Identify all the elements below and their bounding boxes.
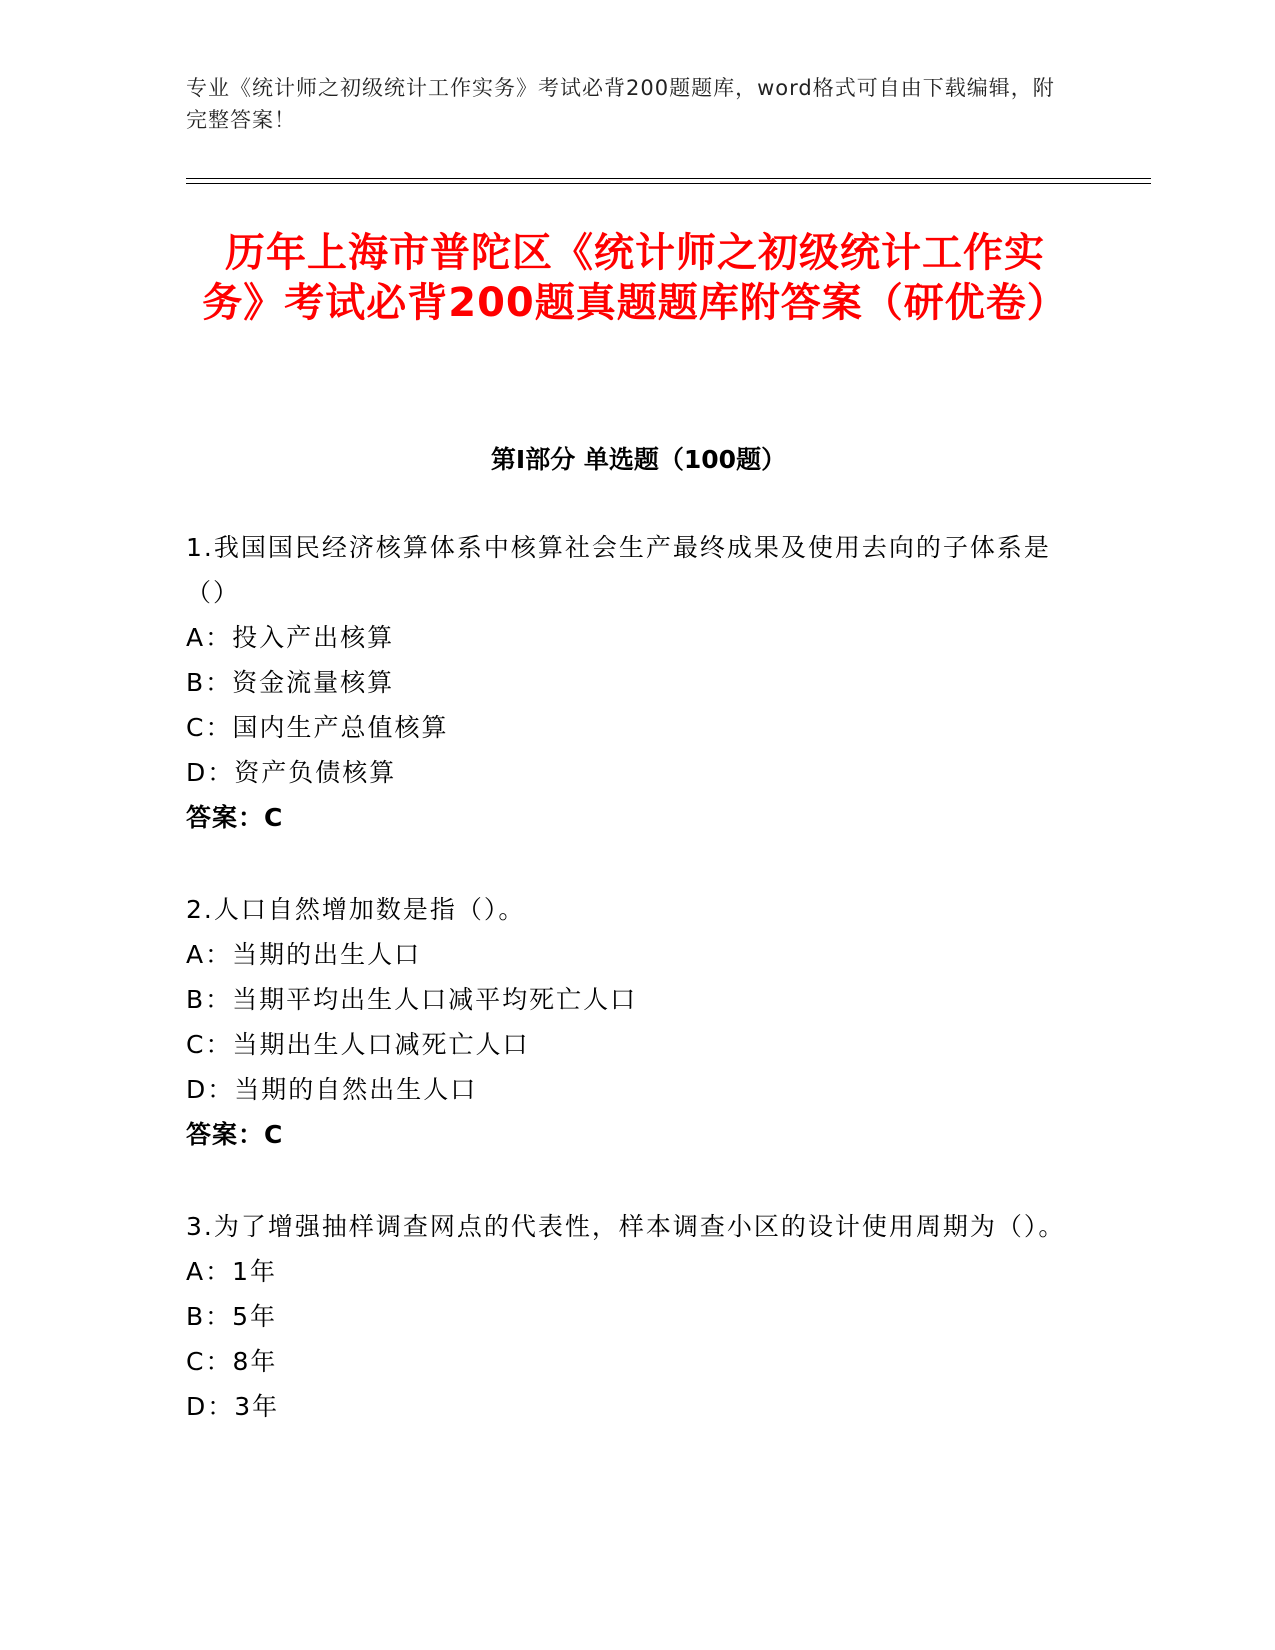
question-1	[186, 525, 1066, 840]
header-rule-top	[186, 178, 1151, 179]
header-rule-bottom	[186, 183, 1151, 184]
option-c: C：8年	[186, 1347, 278, 1376]
option-b: B：5年	[186, 1302, 278, 1331]
answer: 答案：C	[186, 1120, 284, 1149]
question-stem: 1.我国国民经济核算体系中核算社会生产最终成果及使用去向的子体系是（）	[186, 533, 1051, 607]
option-a: A：投入产出核算	[186, 623, 395, 652]
option-c: C：国内生产总值核算	[186, 713, 449, 742]
header-note: 专业《统计师之初级统计工作实务》考试必背200题题库，word格式可自由下载编辑，附完整答案！	[186, 76, 1055, 132]
question-2	[186, 887, 1066, 1157]
question-3	[186, 1204, 1066, 1429]
document-title: 历年上海市普陀区《统计师之初级统计工作实务》考试必背200题真题题库附答案（研优卷）	[202, 230, 1068, 326]
option-b: B：当期平均出生人口减平均死亡人口	[186, 985, 638, 1014]
option-a: A：当期的出生人口	[186, 940, 422, 969]
question-stem: 2.人口自然增加数是指（）。	[186, 895, 526, 924]
option-d: D：资产负债核算	[186, 758, 397, 787]
option-d: D：3年	[186, 1392, 280, 1421]
question-stem: 3.为了增强抽样调查网点的代表性，样本调查小区的设计使用周期为（）。	[186, 1212, 1066, 1241]
section-title: 第Ⅰ部分 单选题（100题）	[490, 445, 787, 474]
question-list	[186, 525, 1066, 1476]
option-a: A：1年	[186, 1257, 278, 1286]
option-d: D：当期的自然出生人口	[186, 1075, 478, 1104]
option-b: B：资金流量核算	[186, 668, 395, 697]
option-c: C：当期出生人口减死亡人口	[186, 1030, 530, 1059]
answer: 答案：C	[186, 803, 284, 832]
